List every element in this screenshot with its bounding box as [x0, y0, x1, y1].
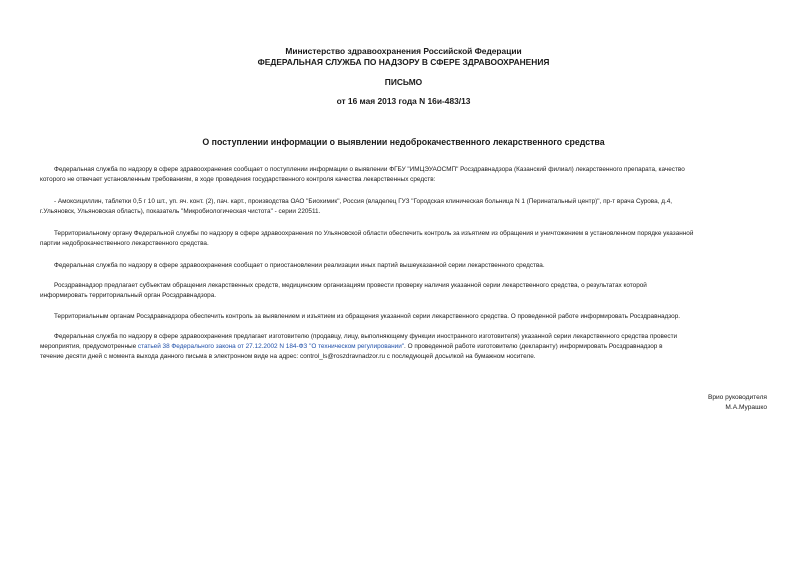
paragraph-6	[40, 312, 767, 322]
paragraph-4-line-1: Федеральная служба по надзору в сфере здравоохранения сообщает о приостановлении реализации иных партий вышеуказанной серии лекарственного средства.	[54, 262, 545, 269]
paragraph-6-line-1: Территориальным органам Росздравнадзора обеспечить контроль за выявлением и изъятием из обращения указанной серии лекарственного средства. О проведенной работе информировать Росздравнадзор.	[54, 313, 681, 320]
paragraph-5-line-2: информировать территориальный орган Росздравнадзора.	[40, 292, 217, 299]
paragraph-7-line-2-post: . О проведенной работе изготовителю (декларанту) информировать Росздравнадзор в	[404, 343, 663, 350]
paragraph-1-line-2: которого не отвечает установленным требованиям, в ходе проведения государственного контроля качества лекарственных средств:	[40, 176, 436, 183]
paragraph-2-line-1: - Амоксициллин, таблетки 0,5 г 10 шт., уп. яч. конт. (2), пач. карт., производства ОАО "Биохимик", Россия (владелец ГУЗ "Городская клиническая больница N 1 (Перинатальный центр)", пр-т врача Сурова, д.4,	[54, 198, 673, 205]
paragraph-5-line-1: Росздравнадзор предлагает субъектам обращения лекарственных средств, медицинским организациям провести проверку наличия указанной серии лекарственного средства, о результатах которой	[54, 282, 647, 289]
paragraph-2-line-2: г.Ульяновск, Ульяновская область), показатель "Микробиологическая чистота" - серии 220511.	[40, 208, 321, 215]
signature-position: Врио руководителя	[707, 394, 767, 401]
paragraph-4	[40, 261, 767, 271]
paragraph-1-line-1: Федеральная служба по надзору в сфере здравоохранения сообщает о поступлении информации о выявлении ФГБУ "ИМЦЭУАОСМП" Росздравнадзора (Казанский филиал) лекарственного препарата, качество	[54, 166, 685, 173]
paragraph-7-line-1: Федеральная служба по надзору в сфере здравоохранения предлагает изготовителю (продавцу, лицу, выполняющему функции иностранного изготовителя) указанной серии лекарственного средства провести	[54, 333, 678, 340]
doc-type: ПИСЬМО	[384, 77, 423, 87]
paragraph-5	[40, 281, 767, 301]
paragraph-7	[40, 332, 767, 362]
doc-date-number: от 16 мая 2013 года N 16и-483/13	[336, 96, 471, 106]
ministry-heading: Министерство здравоохранения Российской Федерации	[285, 46, 522, 56]
service-heading: ФЕДЕРАЛЬНАЯ СЛУЖБА ПО НАДЗОРУ В СФЕРЕ ЗДРАВООХРАНЕНИЯ	[257, 57, 550, 67]
paragraph-2	[40, 197, 767, 217]
law-article-link[interactable]: статьей 38 Федерального закона от 27.12.2002 N 184-ФЗ "О техническом регулировании"	[137, 343, 405, 350]
paragraph-7-line-3: течение десяти дней с момента выхода данного письма в электронном виде на адрес: control_ls@roszdravnadzor.ru с последующей досылкой на бумажном носителе.	[40, 353, 536, 360]
paragraph-7-line-2-pre: мероприятия, предусмотренные	[40, 343, 138, 350]
paragraph-3-line-1: Территориальному органу Федеральной службы по надзору в сфере здравоохранения по Ульяновской области обеспечить контроль за изъятием из обращения и уничтожением в установленном порядке указанной	[54, 230, 694, 237]
paragraph-3-line-2: партии недоброкачественного лекарственного средства.	[40, 240, 209, 247]
paragraph-1	[40, 165, 767, 185]
paragraph-3	[40, 229, 767, 249]
signature-name: М.А.Мурашко	[725, 404, 767, 411]
doc-title: О поступлении информации о выявлении недоброкачественного лекарственного средства	[202, 137, 605, 147]
